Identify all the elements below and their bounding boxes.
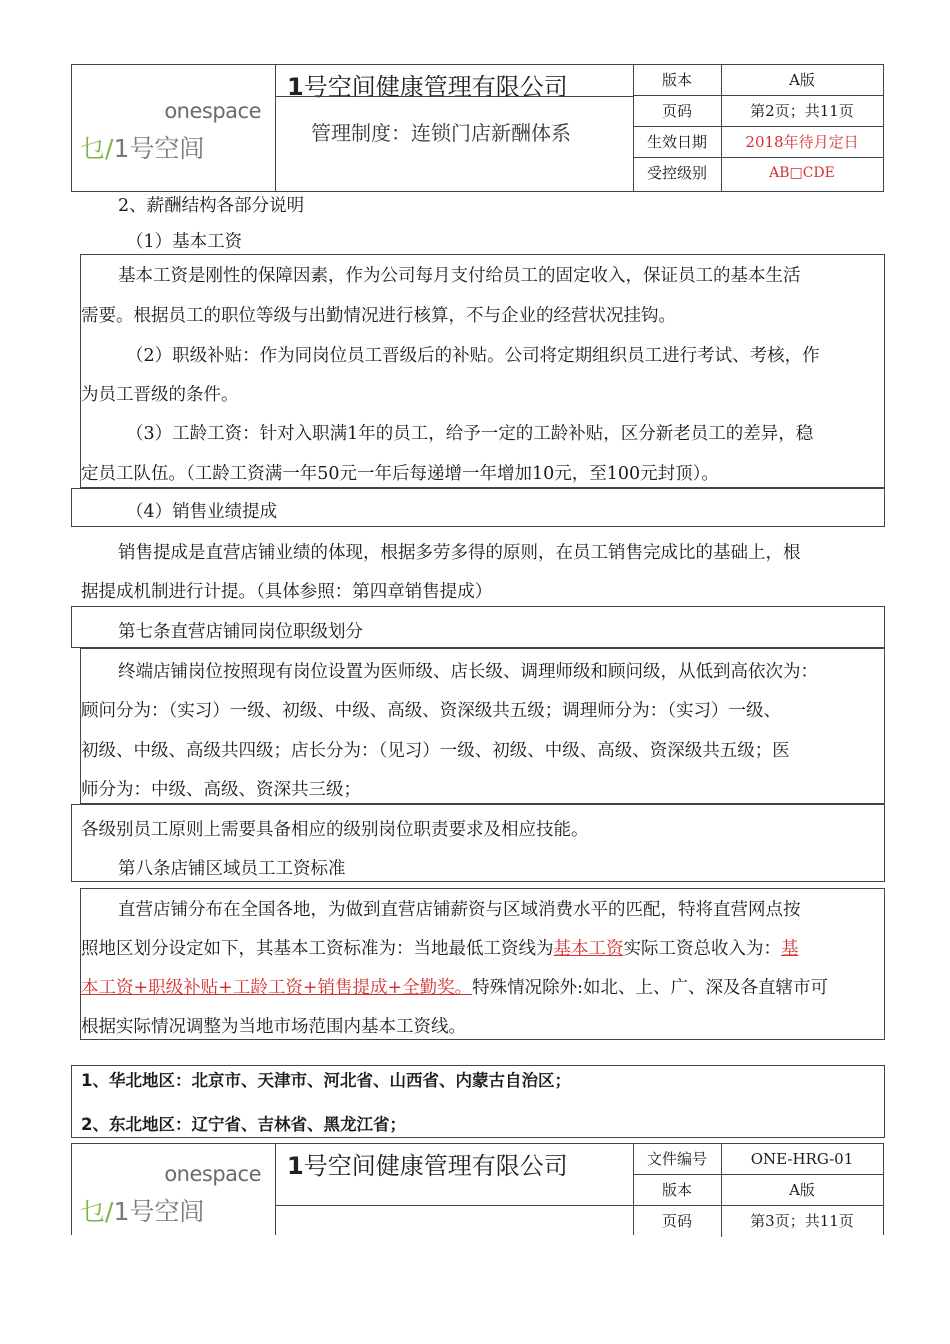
paragraph-line: 需要。根据员工的职位等级与出勤情况进行核算，不与企业的经营状况挂钩。 [81, 306, 676, 326]
brand-chinese [80, 1192, 204, 1228]
text-span: 特殊情况除外:如北、上、广、深及各直辖市可 [472, 978, 829, 998]
meta-table [633, 1144, 883, 1235]
text-span: 实际工资总收入为： [623, 939, 781, 959]
brand-english: onespace [164, 1162, 261, 1186]
meta-row-page [633, 96, 883, 127]
brand-english: onespace [164, 99, 261, 123]
meta-value: 第3页；共11页 [750, 1212, 854, 1230]
paragraph-line: 终端店铺岗位按照现有岗位设置为医师级、店长级、调理师级和顾问级，从低到高依次为： [118, 662, 818, 682]
highlighted-text: 本工资+职级补贴+工龄工资+销售提成+全勤奖。 [81, 978, 473, 998]
meta-value: 2018年待月定日 [745, 133, 859, 151]
title-cell [275, 65, 634, 191]
paragraph-line [81, 976, 828, 1000]
paragraph-line: 初级、中级、高级共四级；店长分为：（见习）一级、初级、中级、高级、资深级共五级；医 [81, 741, 790, 761]
logo [72, 1144, 276, 1235]
meta-row-control-level [633, 158, 883, 192]
meta-row-version [633, 1175, 883, 1206]
meta-value: A版 [789, 1181, 815, 1199]
company-name-number: 1 [287, 73, 304, 101]
meta-value: A版 [789, 71, 815, 89]
page-header-next [71, 1143, 884, 1235]
subsection-heading: （1）基本工资 [126, 232, 243, 252]
region-line: 2、东北地区：辽宁省、吉林省、黑龙江省； [81, 1115, 406, 1134]
meta-key: 页码 [633, 96, 722, 126]
subsection-heading: （4）销售业绩提成 [126, 502, 278, 522]
paragraph-line: 各级别员工原则上需要具备相应的级别岗位职责要求及相应技能。 [81, 820, 589, 840]
meta-key: 生效日期 [633, 127, 722, 157]
article-heading: 第七条直营店铺同岗位职级划分 [118, 622, 363, 642]
paragraph-line: 直营店铺分布在全国各地，为做到直营店铺薪资与区域消费水平的匹配，特将直营网点按 [118, 900, 801, 920]
highlighted-text: 基本工资 [553, 939, 624, 959]
meta-row-effective-date [633, 127, 883, 158]
brand-mark: 乜/ [80, 134, 114, 163]
paragraph-line: 师分为：中级、高级、资深共三级； [81, 780, 361, 800]
company-name-text: 号空间健康管理有限公司 [303, 1152, 568, 1180]
title-divider [275, 96, 633, 97]
meta-key: 文件编号 [633, 1144, 722, 1174]
brand-name: 1号空闾 [113, 1197, 205, 1226]
paragraph-line: 根据实际情况调整为当地市场范围内基本工资线。 [81, 1017, 466, 1037]
paragraph-line: （2）职级补贴：作为同岗位员工晋级后的补贴。公司将定期组织员工进行考试、考核，作 [126, 346, 820, 366]
meta-key: 受控级别 [633, 158, 722, 192]
meta-key: 版本 [633, 65, 722, 95]
paragraph-line: 定员工队伍。（工龄工资满一年50元一年后每递增一年增加10元，至100元封顶）。 [81, 464, 719, 484]
company-name [287, 1146, 568, 1181]
brand-mark: 乜/ [80, 1197, 114, 1226]
text-span: 照地区划分设定如下，其基本工资标准为：当地最低工资线为 [81, 939, 554, 959]
meta-value: AB□CDE [769, 165, 835, 181]
meta-row-file-number [633, 1144, 883, 1175]
section-heading: 2、薪酬结构各部分说明 [118, 196, 305, 216]
paragraph-line: （3）工龄工资：针对入职满1年的员工，给予一定的工龄补贴，区分新老员工的差异，稳 [126, 424, 814, 444]
paragraph-line: 销售提成是直营店铺业绩的体现，根据多劳多得的原则，在员工销售完成比的基础上，根 [118, 543, 801, 563]
paragraph-line: 为员工晋级的条件。 [81, 385, 239, 405]
paragraph-line: 顾问分为：（实习）一级、初级、中级、高级、资深级共五级；调理师分为：（实习）一级、 [81, 701, 781, 721]
title-cell [275, 1144, 634, 1235]
title-divider [275, 1205, 633, 1206]
brand-chinese [80, 129, 204, 165]
page-header [71, 64, 884, 192]
paragraph-line: 基本工资是刚性的保障因素，作为公司每月支付给员工的固定收入，保证员工的基本生活 [118, 266, 801, 286]
highlighted-text: 基 [781, 939, 799, 959]
content-box [80, 254, 885, 488]
region-line: 1、华北地区：北京市、天津市、河北省、山西省、内蒙古自治区； [81, 1071, 571, 1090]
meta-value: ONE-HRG-01 [750, 1150, 854, 1168]
meta-key: 版本 [633, 1175, 722, 1205]
meta-key: 页码 [633, 1206, 722, 1237]
meta-row-page [633, 1206, 883, 1237]
meta-table [633, 65, 883, 191]
meta-value: 第2页；共11页 [750, 102, 854, 120]
paragraph-line [81, 937, 799, 961]
company-name-number: 1 [287, 1152, 304, 1180]
document-title: 管理制度：连锁门店新酬体系 [311, 121, 571, 145]
article-heading: 第八条店铺区域员工工资标准 [118, 859, 346, 879]
meta-row-version [633, 65, 883, 96]
logo [72, 65, 276, 191]
brand-name: 1号空闾 [113, 134, 205, 163]
company-name-text: 号空间健康管理有限公司 [303, 73, 568, 101]
paragraph-line: 据提成机制进行计提。（具体参照：第四章销售提成） [81, 582, 493, 602]
